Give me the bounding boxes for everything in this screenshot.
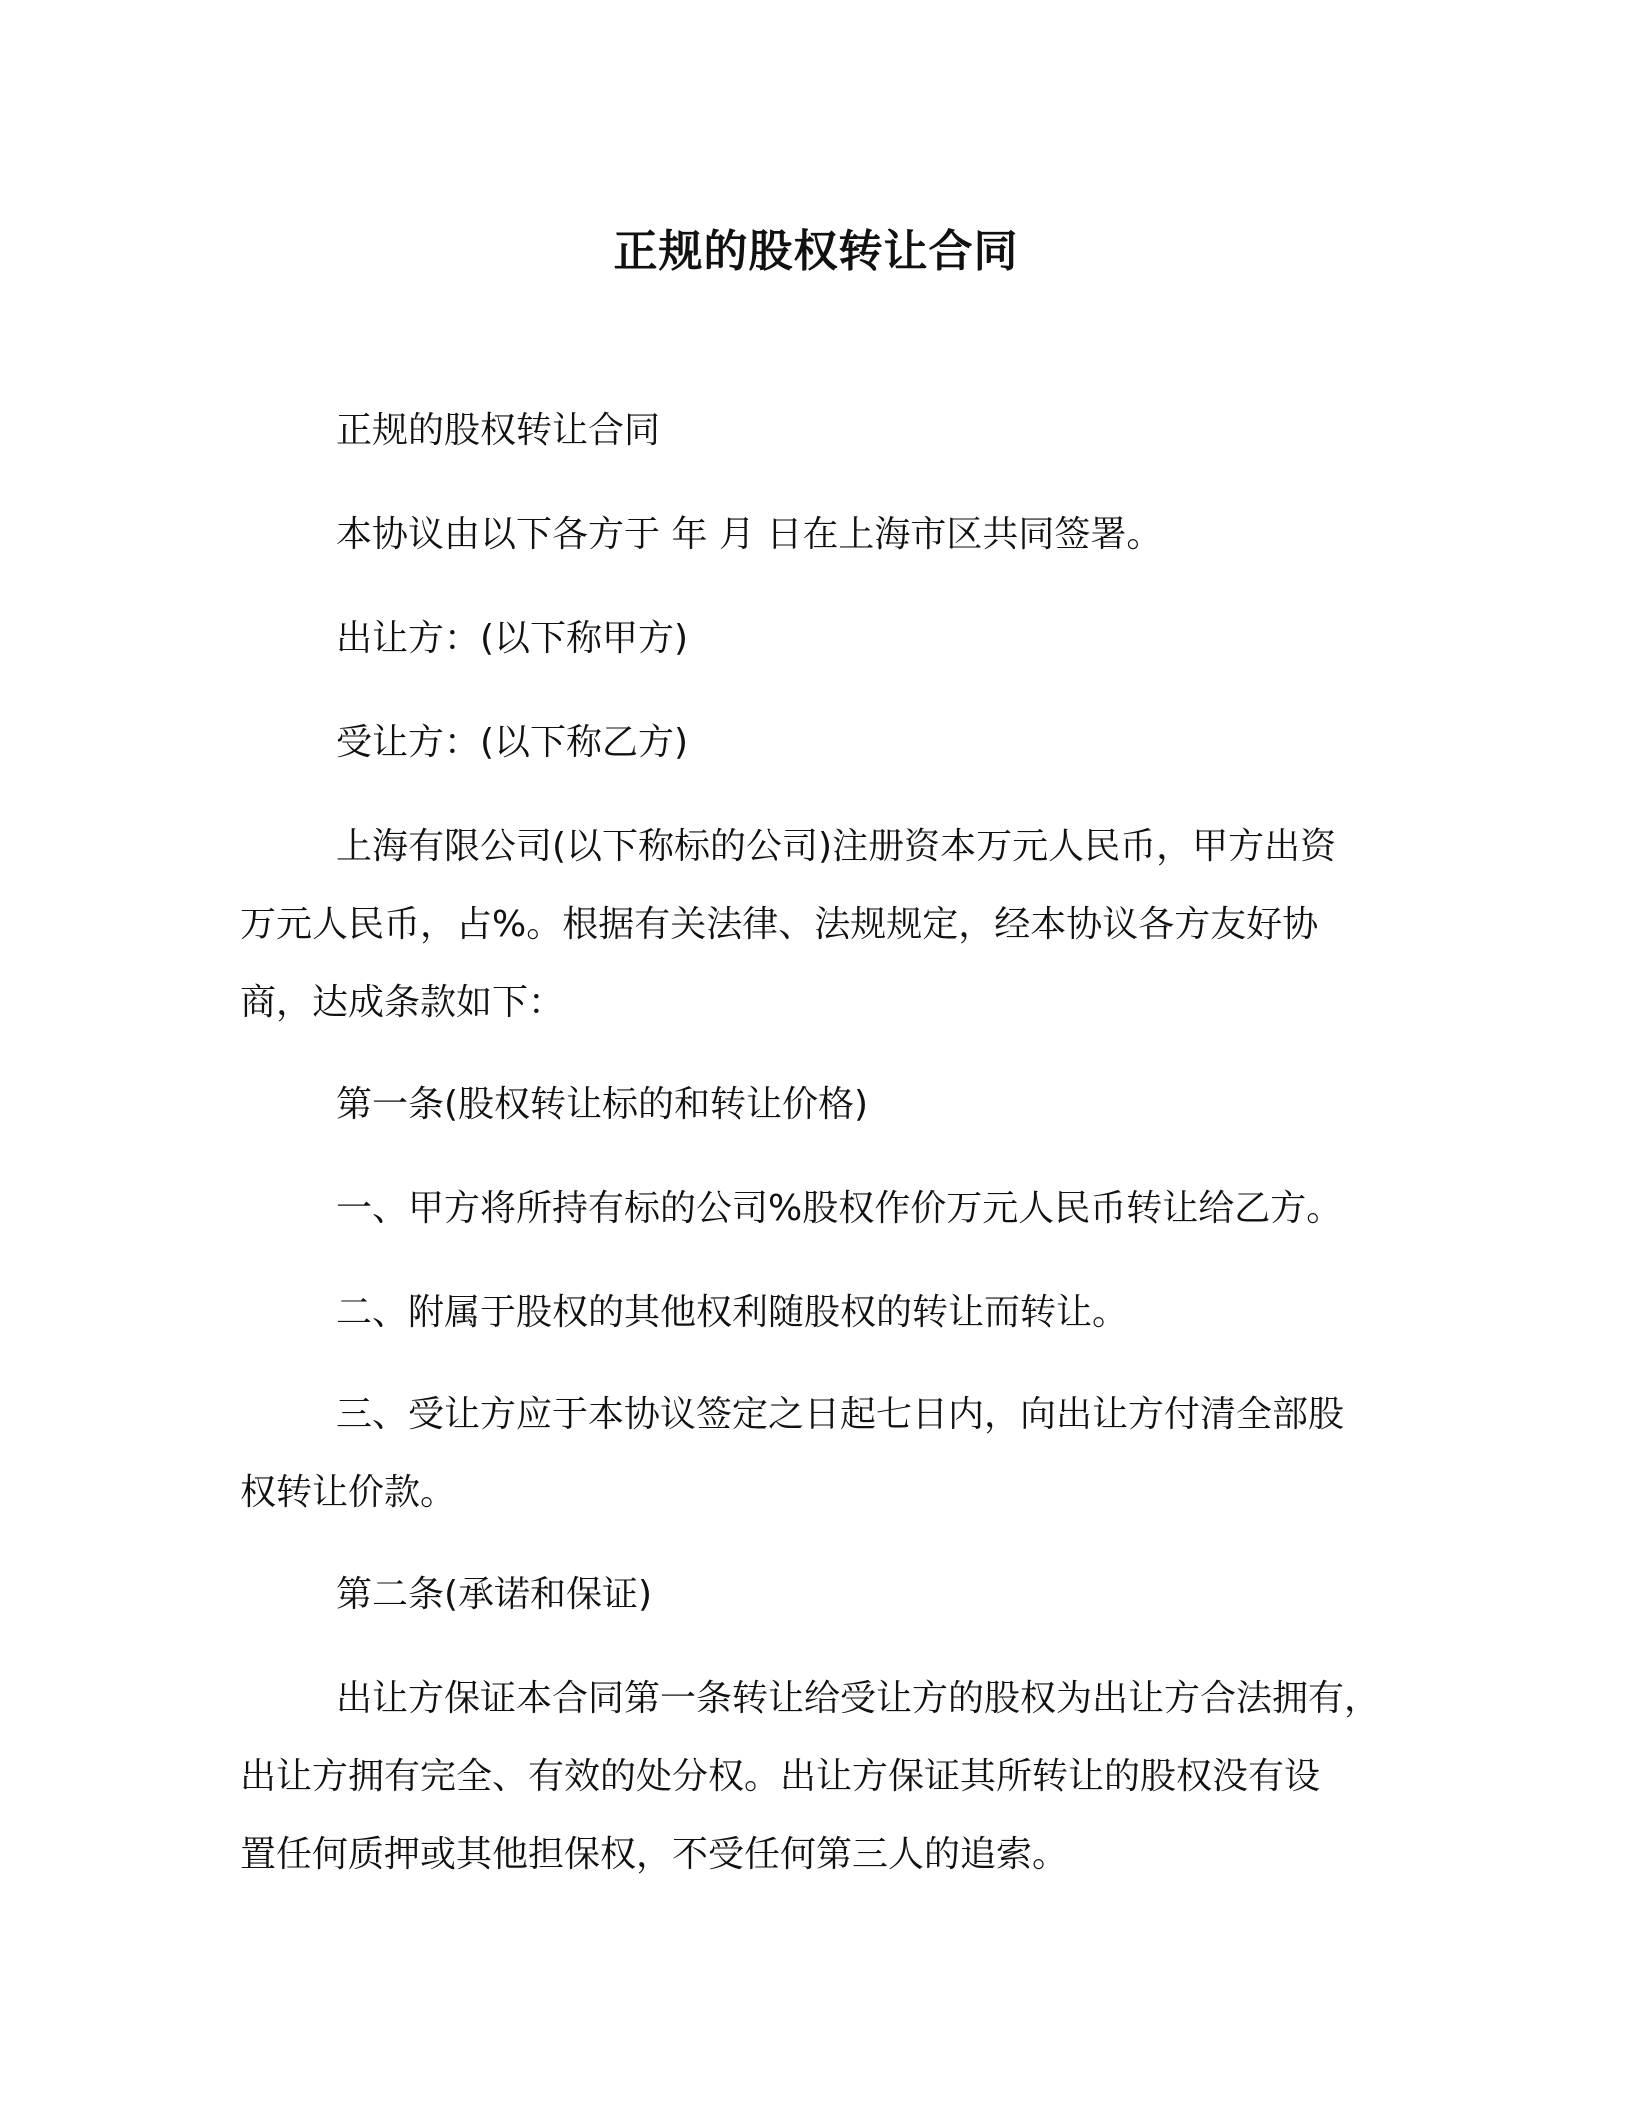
text-line: 出让方拥有完全、有效的处分权。出让方保证其所转让的股权没有设: [240, 1756, 1321, 1797]
article-two-body: [240, 1660, 1420, 1894]
document-title: 正规的股权转让合同: [613, 226, 1019, 277]
text-line: 本协议由以下各方于 年 月 日在上海市区共同签署。: [336, 514, 1163, 555]
article-one-item-1: [240, 1170, 1420, 1248]
paragraph-signing: [240, 496, 1420, 574]
text-line: 权转让价款。: [240, 1472, 457, 1513]
text-line: 第一条(股权转让标的和转让价格): [336, 1084, 869, 1125]
article-one-heading: [240, 1066, 1420, 1144]
text-line: 受让方：(以下称乙方): [336, 722, 689, 763]
text-line: 置任何质押或其他担保权，不受任何第三人的追索。: [240, 1834, 1069, 1875]
article-two-heading: [240, 1556, 1420, 1634]
paragraph-transferee: [240, 704, 1420, 782]
text-line: 出让方保证本合同第一条转让给受让方的股权为出让方合法拥有，: [336, 1678, 1381, 1719]
text-line: 上海有限公司(以下称标的公司)注册资本万元人民币，甲方出资: [336, 826, 1337, 867]
text-line: 三、受让方应于本协议签定之日起七日内，向出让方付清全部股: [336, 1394, 1345, 1435]
article-one-item-2: [240, 1274, 1420, 1352]
paragraph-heading: [240, 392, 1420, 470]
text-line: 商，达成条款如下：: [240, 982, 565, 1023]
text-line: 第二条(承诺和保证): [336, 1574, 653, 1615]
text-line: 二、附属于股权的其他权利随股权的转让而转让。: [336, 1292, 1129, 1333]
text-line: 出让方：(以下称甲方): [336, 618, 689, 659]
text-line: 一、甲方将所持有标的公司%股权作价万元人民币转让给乙方。: [336, 1188, 1343, 1229]
paragraph-transferor: [240, 600, 1420, 678]
paragraph-company-info: [240, 808, 1420, 1042]
text-line: 正规的股权转让合同: [336, 410, 661, 451]
text-line: 万元人民币，占%。根据有关法律、法规规定，经本协议各方友好协: [240, 904, 1319, 945]
article-one-item-3: [240, 1376, 1420, 1532]
